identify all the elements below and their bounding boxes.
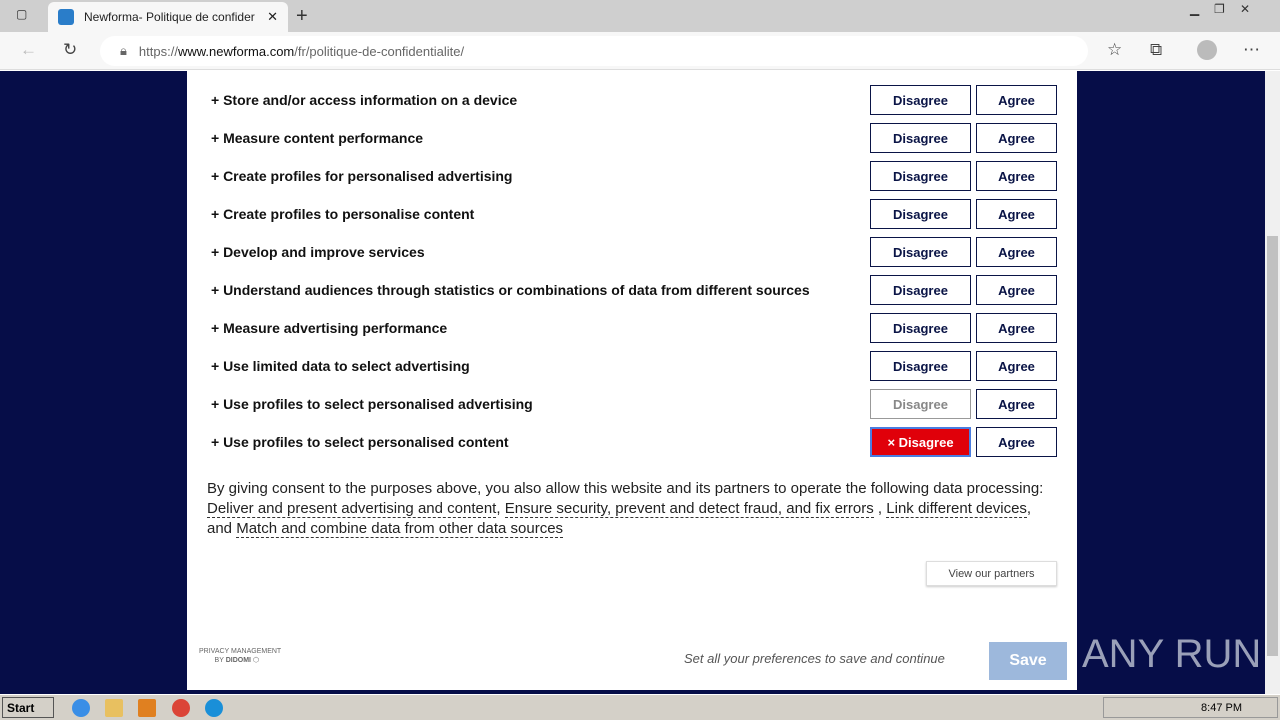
minimize-button[interactable]: ▁ (1190, 2, 1200, 16)
url-input[interactable]: 🔒︎ https:// www.newforma.com /fr/politique-de-confidentialite/ (100, 36, 1088, 66)
tab-title: Newforma- Politique de confider (84, 10, 255, 24)
ie-icon[interactable] (72, 699, 90, 717)
new-tab-button[interactable]: + (296, 5, 308, 27)
agree-button[interactable]: Agree (976, 351, 1057, 381)
tab-bar (0, 0, 1280, 32)
link-security[interactable]: Ensure security, prevent and detect fraud, and fix errors (504, 500, 874, 517)
purpose-row[interactable]: + Measure advertising performance (211, 320, 448, 336)
purpose-row[interactable]: + Create profiles for personalised advertising (211, 168, 513, 184)
collections-icon[interactable]: ⧉ (1150, 40, 1163, 59)
disagree-button[interactable]: Disagree (870, 313, 971, 343)
agree-button[interactable]: Agree (976, 427, 1057, 457)
purpose-row[interactable]: + Measure content performance (211, 130, 424, 146)
back-icon[interactable]: ← (20, 40, 37, 59)
browser-tab[interactable] (48, 2, 288, 32)
tab-actions-icon[interactable]: ▢ (16, 7, 28, 21)
disagree-button[interactable]: Disagree (870, 351, 971, 381)
view-partners-button[interactable]: View our partners (926, 561, 1057, 586)
watermark: ANY RUN (1082, 632, 1262, 676)
purpose-row[interactable]: + Understand audiences through statistics or combinations of data from different sources (211, 282, 810, 298)
didomi-logo: PRIVACY MANAGEMENT BY DIDOMI ⬡ (199, 648, 282, 664)
more-icon[interactable]: ⋯ (1243, 40, 1260, 59)
disagree-button[interactable]: Disagree (870, 199, 971, 229)
agree-button[interactable]: Agree (976, 123, 1057, 153)
refresh-icon[interactable]: ↻ (63, 40, 78, 59)
purpose-row[interactable]: + Develop and improve services (211, 244, 425, 260)
taskbar (0, 694, 1280, 720)
agree-button[interactable]: Agree (976, 85, 1057, 115)
disagree-button[interactable]: Disagree (870, 85, 971, 115)
restore-button[interactable]: ❐ (1214, 2, 1225, 16)
page-background (0, 71, 1265, 694)
disagree-button[interactable]: Disagree (870, 389, 971, 419)
media-icon[interactable] (138, 699, 156, 717)
explorer-icon[interactable] (105, 699, 123, 717)
disagree-button[interactable]: Disagree (870, 123, 971, 153)
favorites-icon[interactable]: ☆ (1107, 40, 1123, 59)
purpose-row[interactable]: + Create profiles to personalise content (211, 206, 475, 222)
agree-button[interactable]: Agree (976, 237, 1057, 267)
purpose-row[interactable]: + Use limited data to select advertising (211, 358, 470, 374)
agree-button[interactable]: Agree (976, 161, 1057, 191)
system-tray (1103, 697, 1278, 718)
clock: 8:47 PM (1201, 701, 1242, 714)
lock-icon: 🔒︎ (120, 43, 127, 58)
purpose-row[interactable]: + Use profiles to select personalised advertising (211, 396, 533, 412)
save-button[interactable]: Save (989, 642, 1067, 680)
purpose-row[interactable]: + Store and/or access information on a device (211, 92, 518, 108)
link-devices[interactable]: Link different devices (886, 500, 1027, 517)
disagree-button[interactable]: × Disagree (870, 427, 971, 457)
start-button[interactable]: Start (2, 697, 54, 718)
purpose-row[interactable]: + Use profiles to select personalised content (211, 434, 509, 450)
disagree-button[interactable]: Disagree (870, 275, 971, 305)
consent-dialog (187, 71, 1077, 690)
agree-button[interactable]: Agree (976, 313, 1057, 343)
favicon-icon (58, 9, 74, 25)
link-match-data[interactable]: Match and combine data from other data sources (236, 520, 564, 537)
agree-button[interactable]: Agree (976, 389, 1057, 419)
disagree-button[interactable]: Disagree (870, 237, 971, 267)
close-window-button[interactable]: ✕ (1240, 2, 1251, 16)
chrome-icon[interactable] (172, 699, 190, 717)
close-tab-icon[interactable]: ✕ (267, 9, 278, 24)
consent-text: By giving consent to the purposes above, you also allow this website and its partners to operate the following data processing: Deliver and present advertising and content, Ensure security, prevent and detect fraud, and fix errors , Link different devices, and Match and combine data from other data sources (207, 480, 1044, 537)
save-hint: Set all your preferences to save and continue (684, 651, 945, 666)
link-advertising[interactable]: Deliver and present advertising and content (207, 500, 497, 517)
profile-avatar[interactable] (1197, 40, 1217, 60)
edge-icon[interactable] (205, 699, 223, 717)
page-scrollbar[interactable] (1265, 71, 1280, 694)
address-bar-area (0, 32, 1280, 70)
agree-button[interactable]: Agree (976, 275, 1057, 305)
disagree-button[interactable]: Disagree (870, 161, 971, 191)
agree-button[interactable]: Agree (976, 199, 1057, 229)
